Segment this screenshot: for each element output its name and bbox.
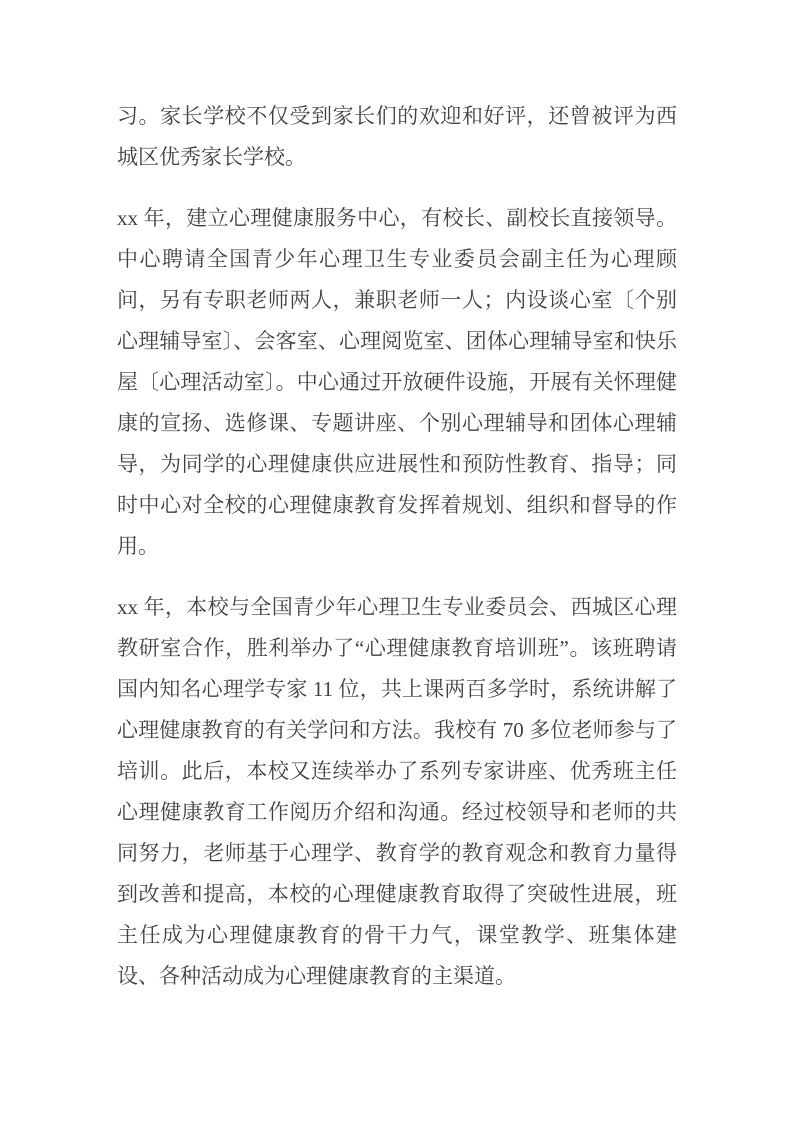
paragraph-continuation: 习。家长学校不仅受到家长们的欢迎和好评，还曾被评为西城区优秀家长学校。	[117, 104, 677, 169]
paragraph-service-center: xx 年，建立心理健康服务中心，有校长、副校长直接领导。中心聘请全国青少年心理卫生专业委员会副主任为心理顾问，另有专职老师两人，兼职老师一人；内设谈心室〔个别心理辅导室〕、会客室、心理阅览室、团体心理辅导室和快乐屋〔心理活动室〕。中心通过开放硬件设施，开展有关怀理健康的宣扬、选修课、专题讲座、个别心理辅导和团体心理辅导，为同学的心理健康供应进展性和预防性教育、指导；同时中心对全校的心理健康教育发挥着规划、组织和督导的作用。	[117, 206, 677, 558]
paragraph-training-class: xx 年，本校与全国青少年心理卫生专业委员会、西城区心理教研室合作，胜利举办了“心理健康教育培训班”。该班聘请国内知名心理学专家 11 位，共上课两百多学时，系统讲解了心理健康教育的有关学问和方法。我校有 70 多位老师参与了培训。此后，本校又连续举办了系列专家讲座、优秀班主任心理健康教育工作阅历介绍和沟通。经过校领导和老师的共同努力，老师基于心理学、教育学的教育观念和教育力量得到改善和提高，本校的心理健康教育取得了突破性进展，班主任成为心理健康教育的骨干力气，课堂教学、班集体建设、各种活动成为心理健康教育的主渠道。	[117, 595, 677, 988]
